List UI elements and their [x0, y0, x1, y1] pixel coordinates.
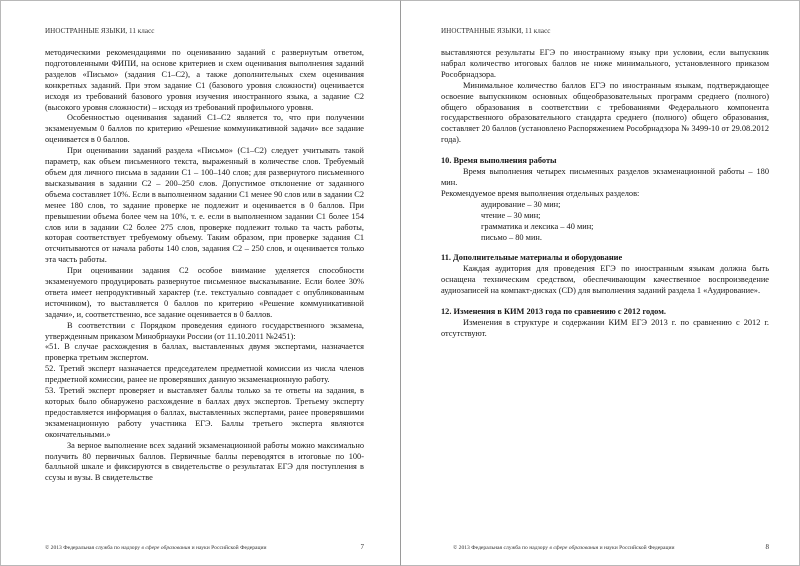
footer-copyright — [453, 545, 675, 551]
body-column-left — [45, 48, 364, 484]
page-header-right: ИНОСТРАННЫЕ ЯЗЫКИ, 11 класс — [441, 27, 551, 35]
paragraph: Особенностью оценивания заданий С1–С2 является то, что при получении экзаменуемым 0 баллов по критерию «Решение коммуникативной задачи» все задание оценивается в 0 баллов. — [45, 113, 364, 145]
page-right — [401, 0, 800, 566]
list-item: письмо – 80 мин. — [481, 232, 542, 242]
footer-copyright-prefix: © 2013 Федеральная служба по надзору — [453, 545, 549, 551]
section-heading-12: 12. Изменения в КИМ 2013 года по сравнению с 2012 годом. — [441, 307, 666, 317]
paragraph: При оценивании заданий раздела «Письмо» (С1–С2) следует учитывать такой параметр, как объем письменного текста, выраженный в количестве слов. Требуемый объем для личного письма в задании С1 – 100–140 слов; для развернутого письменного высказывания в задании С2 – 200–250 слов. Допустимое отклонение от заданного объема составляет 10%. Если в выполненном задании С1 менее 90 слов или в задании С2 менее 180 слов, то задание проверке не подлежит и оценивается в 0 баллов. При превышении объема более чем на 10%, т. е. если в выполненном задании С1 более 154 слов или в задании С2 более 275 слов, проверке подлежит только та часть работы, которая соответствует требуемому объему. Таким образом, при проверке задания С1 отсчитываются от начала работы 140 слов, задания С2 – 250 слов, и оценивается только эта часть работы. — [45, 146, 364, 265]
paragraph: выставляются результаты ЕГЭ по иностранному языку при условии, если выпускник набрал количество итоговых баллов не ниже минимального, установленного приказом Рособрнадзора. — [441, 48, 769, 79]
paragraph: «51. В случае расхождения в баллах, выставленных двумя экспертами, назначается проверка третьим экспертом. — [45, 342, 364, 363]
section-heading-10: 10. Время выполнения работы — [441, 156, 557, 166]
section-11-body: Каждая аудитория для проведения ЕГЭ по иностранным языкам должна быть оснащена техническим средством, обеспечивающим качественное воспроизведение аудиозаписей на компакт-дисках (CD) для выполнения заданий раздела 1 «Аудирование». — [441, 264, 769, 296]
paragraph: Минимальное количество баллов ЕГЭ по иностранным языкам, подтверждающее освоение выпускником основных общеобразовательных программ среднего (полного) общего образования в соответствии с требованиями Федерального компонента государственного образовательного стандарта среднего (полного) общего образования, составляет 20 баллов (установлено Распоряжением Рособрнадзора № 3499-10 от 29.08.2012 года). — [441, 80, 769, 145]
paragraph: За верное выполнение всех заданий экзаменационной работы можно максимально получить 80 первичных баллов. Первичные баллы переводятся в итоговые по 100-балльной шкале и фиксируются в свидетельстве о результатах ЕГЭ для поступления в ссузы и вузы. В свидетельстве — [45, 440, 364, 483]
footer-copyright-suffix: и науки Российской Федерации — [190, 545, 267, 551]
list-item: аудирование – 30 мин; — [481, 199, 561, 209]
footer-copyright — [45, 545, 267, 551]
paragraph: 53. Третий эксперт проверяет и выставляет баллы только за те ответы на задания, в которых было обнаружено расхождение в баллах двух экспертов. Третьему эксперту предоставляется информация о баллах, выставленных экспертами, ранее проверявшими экзаменационную работу участника ЕГЭ. Баллы третьего эксперта являются окончательными.» — [45, 386, 364, 439]
paragraph: При оценивании задания С2 особое внимание уделяется способности экзаменуемого продуцировать развернутое письменное высказывание. Если более 30% ответа имеет непродуктивный характер (т.е. текстуально совпадает с опубликованным источником), то выставляется 0 баллов по критерию «Решение коммуникативной задачи», и, соответственно, все задание оценивается в 0 баллов. — [45, 266, 364, 319]
section-12-body: Изменения в структуре и содержании КИМ ЕГЭ 2013 г. по сравнению с 2012 г. отсутствуют. — [441, 317, 769, 338]
footer-copyright-prefix: © 2013 Федеральная служба по надзору — [45, 545, 141, 551]
section-10-intro: Время выполнения четырех письменных разделов экзаменационной работы – 180 мин. — [441, 167, 769, 187]
footer-copyright-italic: в сфере образования — [140, 545, 191, 551]
page-number-left: 7 — [360, 543, 364, 551]
section-heading-11: 11. Дополнительные материалы и оборудование — [441, 253, 623, 263]
footer-copyright-italic: в сфере образования — [548, 545, 599, 551]
page-footer-right — [453, 543, 769, 551]
paragraph: методическими рекомендациями по оцениванию заданий с развернутым ответом, подготовленными ФИПИ, на основе критериев и схем оценивания выполнения заданий разделов «Письмо» (задания С1–С2), а также дополнительных схем оценивания конкретных заданий. При этом задание С1 (базового уровня сложности) оценивается исходя из требований базового уровня изучения иностранного языка, а задание С2 (высокого уровня сложности) – исходя из требований профильного уровня. — [45, 48, 364, 112]
page-header-left: ИНОСТРАННЫЕ ЯЗЫКИ, 11 класс — [45, 27, 155, 35]
section-10-recommend-line: Рекомендуемое время выполнения отдельных разделов: — [441, 188, 640, 198]
paragraph: 52. Третий эксперт назначается председателем предметной комиссии из числа членов предметной комиссии, ранее не проверявших данную экзаменационную работу. — [45, 364, 364, 385]
body-column-right — [441, 48, 769, 340]
list-item: чтение – 30 мин; — [481, 210, 541, 220]
section-10-time-list — [441, 200, 769, 244]
page-number-right: 8 — [765, 543, 769, 551]
page-footer-left — [45, 543, 364, 551]
paragraph: В соответствии с Порядком проведения единого государственного экзамена, утвержденным приказом Минобрнауки России (от 11.10.2011 №2451): — [45, 320, 364, 341]
page-right-content — [401, 1, 799, 565]
list-item: грамматика и лексика – 40 мин; — [481, 221, 594, 231]
footer-copyright-suffix: и науки Российской Федерации — [598, 545, 675, 551]
page-left-content — [1, 1, 400, 565]
